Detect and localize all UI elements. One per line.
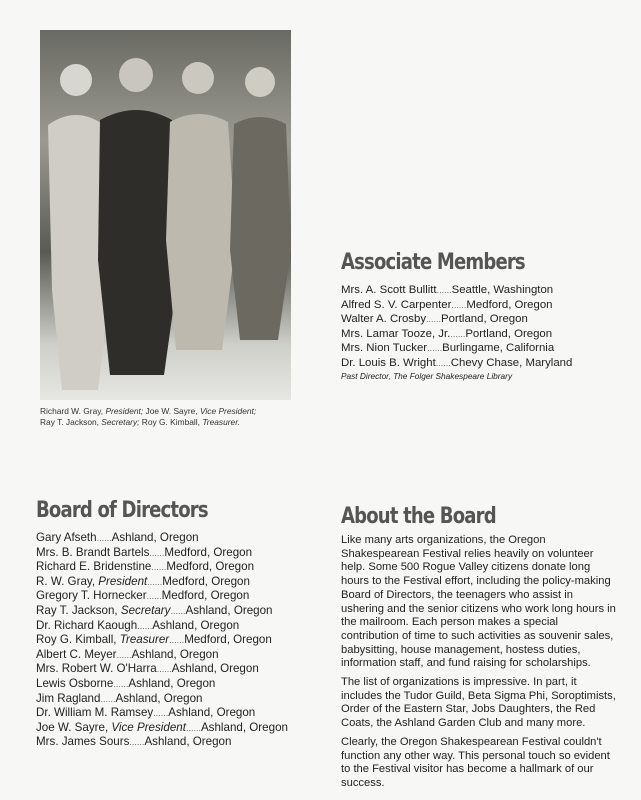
member-place: Ashland, Oregon — [168, 706, 256, 720]
caption-name: Joe W. Sayre, — [143, 406, 200, 416]
dot-leader: ...... — [129, 737, 145, 748]
member-name: Walter A. Crosby — [341, 313, 427, 326]
dot-leader: ...... — [427, 343, 443, 354]
member-name: Mrs. Lamar Tooze, Jr. — [341, 327, 451, 340]
dot-leader: ...... — [156, 664, 172, 675]
member-role: Secretary — [120, 603, 171, 617]
member-name: Mrs. Nion Tucker — [341, 342, 428, 355]
caption-role: Secretary; — [101, 416, 140, 427]
list-item — [341, 327, 572, 342]
member-name: Dr. Louis B. Wright — [341, 356, 436, 369]
dot-leader: ...... — [146, 591, 162, 602]
list-item — [36, 677, 288, 692]
board-officers-photo — [40, 30, 291, 400]
member-name: Gary Afseth — [36, 531, 97, 544]
list-item — [36, 619, 288, 634]
member-role: President — [98, 574, 148, 588]
member-role: Vice President — [111, 720, 186, 734]
member-place: Ashland, Oregon — [185, 603, 273, 617]
member-place: Ashland, Oregon — [128, 676, 216, 690]
member-place: Ashland, Oregon — [131, 647, 219, 661]
caption-role: Vice President; — [199, 406, 257, 416]
dot-leader: ...... — [116, 649, 132, 660]
member-name: Mrs. A. Scott Bullitt — [341, 284, 437, 296]
list-item — [341, 283, 572, 298]
list-item — [36, 633, 288, 648]
dot-leader: ...... — [435, 357, 451, 368]
list-item — [36, 692, 288, 707]
associate-members-heading: Associate Members — [341, 250, 525, 275]
member-place: Seattle, Washington — [451, 284, 554, 296]
list-item — [341, 341, 572, 356]
dot-leader: ...... — [100, 693, 116, 704]
list-item — [36, 604, 288, 619]
dot-leader: ...... — [113, 678, 129, 689]
dot-leader: ...... — [147, 576, 163, 587]
member-place: Medford, Oregon — [184, 633, 272, 647]
member-name: R. W. Gray, — [36, 574, 99, 588]
list-item — [341, 312, 572, 327]
member-name: Albert C. Meyer — [36, 647, 117, 661]
member-place: Portland, Oregon — [441, 313, 528, 326]
member-name: Joe W. Sayre, — [36, 720, 112, 734]
member-name: Gregory T. Hornecker — [36, 589, 147, 603]
member-place: Burlingame, California — [442, 342, 555, 355]
member-name: Roy G. Kimball, — [36, 633, 120, 647]
list-item — [36, 531, 288, 546]
member-name: Mrs. Robert W. O'Harra — [36, 662, 157, 676]
photo-caption — [40, 406, 256, 427]
dot-leader: ...... — [96, 533, 112, 543]
member-place: Portland, Oregon — [465, 327, 553, 340]
caption-role: Treasurer. — [202, 416, 241, 427]
member-place: Ashland, Oregon — [115, 691, 203, 705]
member-place: Medford, Oregon — [466, 298, 553, 311]
board-of-directors-heading: Board of Directors — [36, 498, 208, 523]
dot-leader: ...... — [151, 562, 167, 573]
list-item — [36, 546, 288, 561]
list-item — [36, 721, 288, 736]
member-place: Ashland, Oregon — [144, 735, 232, 749]
list-item — [36, 560, 288, 575]
member-place: Medford, Oregon — [164, 545, 253, 559]
dot-leader: ...... — [169, 635, 185, 646]
board-members-list — [36, 531, 288, 750]
member-name: Mrs. B. Brandt Bartels — [36, 545, 150, 559]
dot-leader: ...... — [170, 605, 186, 616]
associate-note: Past Director, The Folger Shakespeare Library — [341, 370, 513, 381]
caption-name: Roy G. Kimball, — [139, 416, 203, 427]
about-paragraph: Like many arts organizations, the Oregon Shakespearean Festival relies heavily on volunteer help. Some 500 Rogue Valley citizens donate long hours to the Festival effort, including the policy-making Board of Directors, the teenagers who assist in ushering and the senior citizens who work long hours in the mailroom. Each person makes a special contribution of time to such activities as souvenir sales, babysitting, house management, hostess duties, information staff, and fund raising for scholarships. — [341, 534, 616, 670]
about-the-board-text — [341, 534, 616, 796]
caption-name: Richard W. Gray, — [40, 406, 106, 416]
member-place: Medford, Oregon — [161, 589, 250, 603]
member-name: Jim Ragland — [36, 691, 101, 705]
dot-leader: ...... — [137, 620, 153, 631]
member-name: Dr. Richard Kaough — [36, 618, 138, 632]
member-place: Ashland, Oregon — [111, 531, 199, 544]
list-item — [36, 706, 288, 721]
associate-members-list — [341, 283, 572, 381]
about-paragraph: Clearly, the Oregon Shakespearean Festival couldn't function any other way. This personal touch so evident to the Festival visitor has become a hallmark of our success. — [341, 735, 610, 789]
member-name: Ray T. Jackson, — [36, 603, 121, 617]
list-item — [341, 298, 572, 313]
dot-leader: ...... — [451, 299, 467, 310]
member-name: Mrs. James Sours — [36, 735, 130, 749]
member-role: Treasurer — [119, 633, 170, 647]
about-paragraph: The list of organizations is impressive. In part, it includes the Tudor Guild, Beta Sigma Phi, Soroptimists, Order of the Eastern Star, Jobs Daughters, the Red Coats, the Ashland Garden Club and many more. — [341, 676, 616, 730]
member-place: Ashland, Oregon — [152, 618, 240, 632]
caption-name: Ray T. Jackson, — [40, 416, 102, 427]
list-item — [36, 662, 288, 677]
dot-leader: ...... — [450, 328, 466, 339]
member-name: Alfred S. V. Carpenter — [341, 298, 452, 311]
dot-leader: ...... — [185, 722, 201, 733]
member-name: Lewis Osborne — [36, 676, 114, 690]
member-place: Medford, Oregon — [166, 560, 255, 574]
dot-leader: ...... — [436, 285, 452, 295]
list-item — [341, 356, 572, 371]
list-item — [36, 735, 288, 750]
caption-role: President; — [105, 406, 144, 416]
member-name: Richard E. Bridenstine — [36, 560, 152, 574]
list-item — [36, 575, 288, 590]
member-name: Dr. William M. Ramsey — [36, 706, 154, 720]
member-place: Ashland, Oregon — [171, 662, 259, 676]
dot-leader: ...... — [426, 314, 442, 325]
list-item — [36, 648, 288, 663]
member-place: Ashland, Oregon — [200, 720, 288, 734]
list-item — [36, 589, 288, 604]
member-place: Medford, Oregon — [162, 574, 250, 588]
member-place: Chevy Chase, Maryland — [450, 356, 573, 369]
dot-leader: ...... — [149, 547, 165, 558]
about-the-board-heading: About the Board — [341, 504, 496, 529]
dot-leader: ...... — [153, 708, 169, 719]
